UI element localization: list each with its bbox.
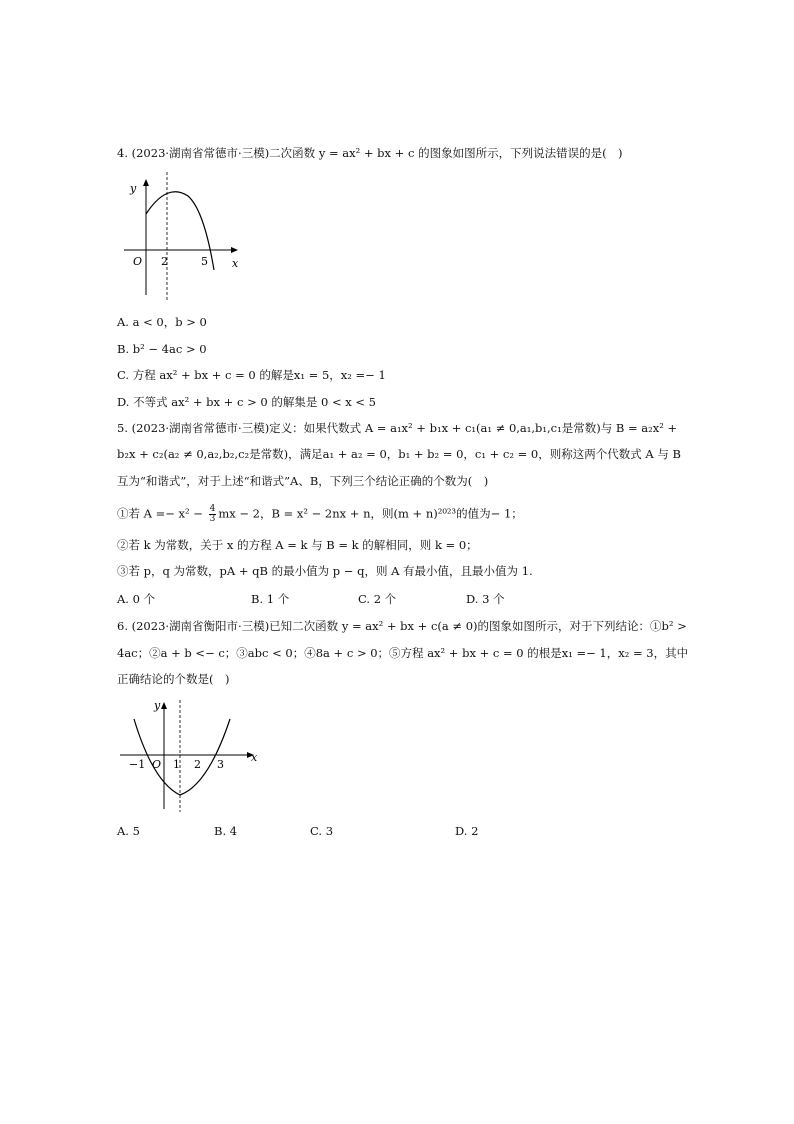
q4-option-a: A. a < 0，b > 0	[117, 315, 207, 329]
q4-graph	[118, 170, 248, 305]
q5-option-a: A. 0 个	[117, 592, 156, 606]
q4-tick-5: 5	[201, 255, 208, 268]
q4-y-arrow	[143, 179, 149, 186]
q6-y-label: y	[154, 699, 161, 712]
q6-line-1: 6. (2023·湖南省衡阳市·三模)已知二次函数 y = ax² + bx + c(a ≠ 0)的图象如图所示，对于下列结论：①b² >	[117, 619, 687, 633]
q4-option-c: C. 方程 ax² + bx + c = 0 的解是x₁ = 5，x₂ =− 1	[117, 368, 386, 382]
q6-tick-1: 1	[173, 758, 180, 771]
q6-origin-label: O	[152, 758, 162, 771]
q5-statement-3: ③若 p，q 为常数，pA + qB 的最小值为 p − q，则 A 有最小值，且最小值为 1.	[117, 564, 533, 578]
q6-tick-2: 2	[194, 758, 201, 771]
q4-y-label: y	[130, 182, 137, 195]
q6-line-3: 正确结论的个数是( )	[117, 672, 230, 686]
q5-s1-rest: mx − 2，B = x² − 2nx + n，则(m + n)²⁰²³的值为− 1；	[218, 506, 523, 521]
q6-tick-3: 3	[217, 758, 224, 771]
q5-line-2: b₂x + c₂(a₂ ≠ 0,a₂,b₂,c₂是常数)，满足a₁ + a₂ = 0，b₁ + b₂ = 0，c₁ + c₂ = 0，则称这两个代数式 A 与 B	[117, 447, 681, 461]
q5-line-3: 互为“和谐式”，对于上述“和谐式”A、B，下列三个结论正确的个数为( )	[117, 474, 489, 488]
q6-option-b: B. 4	[214, 824, 238, 838]
q5-line-1: 5. (2023·湖南省常德市·三模)定义：如果代数式 A = a₁x² + b₁x + c₁(a₁ ≠ 0,a₁,b₁,c₁是常数)与 B = a₂x² +	[117, 421, 678, 435]
q5-statement-2: ②若 k 为常数，关于 x 的方程 A = k 与 B = k 的解相同，则 k = 0；	[117, 538, 478, 552]
q5-s1-frac-num: 4	[209, 504, 216, 514]
q4-option-b: B. b² − 4ac > 0	[117, 342, 207, 356]
q5-option-d: D. 3 个	[466, 592, 505, 606]
q6-line-2: 4ac；②a + b <− c；③abc < 0；④8a + c > 0；⑤方程 ax² + bx + c = 0 的根是x₁ =− 1，x₂ = 3，其中	[117, 646, 689, 660]
q6-graph	[118, 697, 263, 815]
q4-x-arrow	[231, 247, 238, 253]
q6-option-a: A. 5	[117, 824, 140, 838]
q6-tick-minus-1: −1	[129, 758, 146, 771]
q6-y-arrow	[161, 702, 167, 709]
q5-s1-head: ①若 A =− x² −	[117, 506, 207, 521]
q6-x-label: x	[251, 751, 258, 764]
q6-option-c: C. 3	[310, 824, 334, 838]
q5-option-c: C. 2 个	[358, 592, 397, 606]
q6-option-d: D. 2	[455, 824, 479, 838]
q4-x-label: x	[232, 257, 239, 270]
q4-option-d: D. 不等式 ax² + bx + c > 0 的解集是 0 < x < 5	[117, 395, 376, 409]
q4-tick-2: 2	[161, 255, 168, 268]
q5-s1-fraction	[209, 505, 217, 524]
q5-option-b: B. 1 个	[251, 592, 290, 606]
q5-statement-1	[117, 505, 523, 524]
q5-s1-frac-den: 3	[209, 514, 216, 524]
q4-origin-label: O	[133, 255, 143, 268]
q6-parabola	[134, 719, 230, 795]
q4-stem: 4. (2023·湖南省常德市·三模)二次函数 y = ax² + bx + c 的图象如图所示，下列说法错误的是( )	[117, 146, 623, 160]
